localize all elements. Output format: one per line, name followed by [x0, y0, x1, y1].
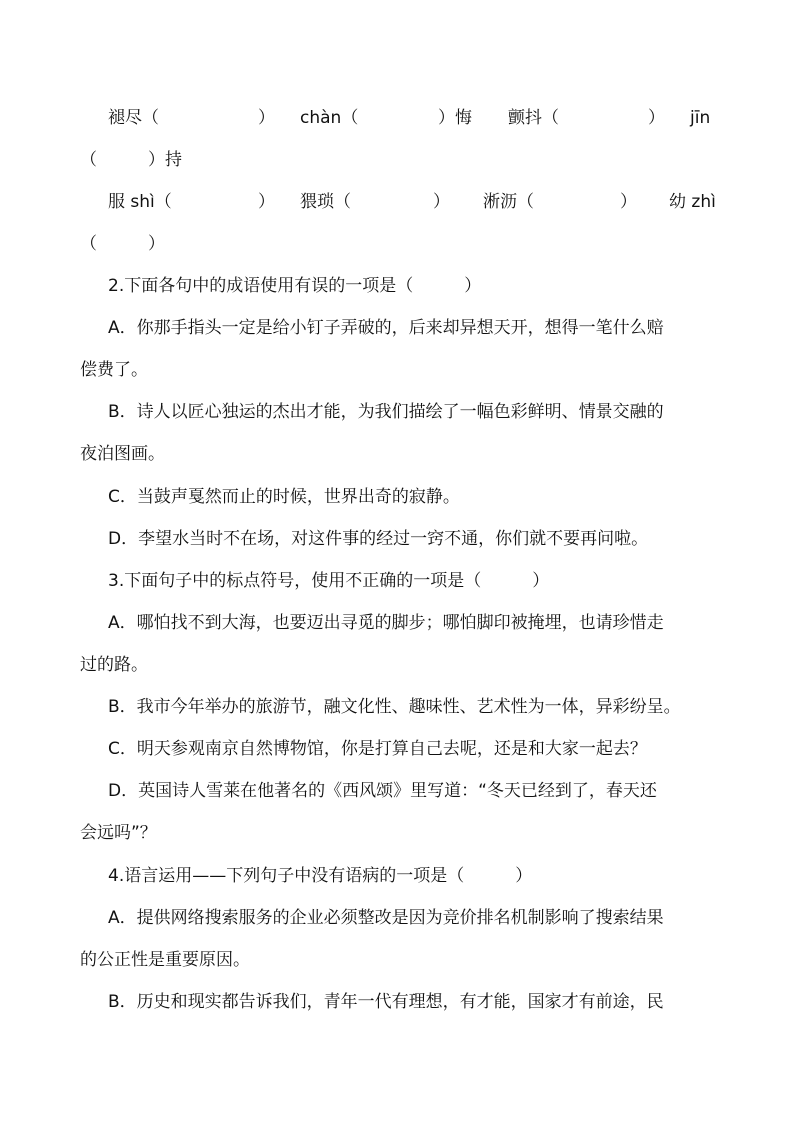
pinyin-item: jīn: [690, 108, 711, 128]
pinyin-item: ）: [258, 192, 275, 212]
option-a-line-1: A．提供网络搜索服务的企业必须整改是因为竞价排名机制影响了搜索结果: [108, 908, 664, 928]
option-a-line-1: A．你那手指头一定是给小钉子弄破的，后来却异想天开，想得一笔什么赔: [108, 318, 664, 338]
option-c: C．当鼓声戛然而止的时候，世界出奇的寂静。: [108, 487, 460, 507]
pinyin-row-2-continuation: （ ）: [80, 234, 165, 254]
option-d-line-2: 会远吗”？: [80, 823, 157, 843]
option-d-line-1: D．英国诗人雪莱在他著名的《西风颂》里写道：“冬天已经到了，春天还: [108, 781, 657, 801]
pinyin-item: 颤抖（: [508, 108, 559, 128]
pinyin-item: 褪尽（: [108, 108, 159, 128]
option-a-line-2: 的公正性是重要原因。: [80, 950, 250, 970]
option-a-line-2: 过的路。: [80, 655, 148, 675]
pinyin-item: ）: [433, 192, 450, 212]
option-b-line-2: 夜泊图画。: [80, 444, 165, 464]
question-4-stem: 4.语言运用——下列句子中没有语病的一项是（ ）: [108, 866, 533, 886]
pinyin-item: ）: [648, 108, 665, 128]
option-a-line-1: A．哪怕找不到大海，也要迈出寻觅的脚步；哪怕脚印被掩埋，也请珍惜走: [108, 613, 664, 633]
option-b-line-1: B．历史和现实都告诉我们，青年一代有理想，有才能，国家才有前途，民: [108, 992, 664, 1012]
option-b-line-1: B．诗人以匠心独运的杰出才能，为我们描绘了一幅色彩鲜明、情景交融的: [108, 402, 664, 422]
question-3-stem: 3.下面句子中的标点符号，使用不正确的一项是（ ）: [108, 571, 550, 591]
pinyin-item: 幼 zhì: [669, 192, 716, 212]
pinyin-item: chàn（: [300, 108, 359, 128]
pinyin-item: 服 shì（: [108, 192, 172, 212]
pinyin-item: 猥琐（: [300, 192, 351, 212]
pinyin-item: ）悔: [438, 108, 472, 128]
option-d: D．李望水当时不在场，对这件事的经过一窍不通，你们就不要再问啦。: [108, 529, 649, 549]
pinyin-item: ）: [258, 108, 275, 128]
pinyin-item: ）: [620, 192, 637, 212]
option-a-line-2: 偿费了。: [80, 360, 148, 380]
pinyin-item: 淅沥（: [483, 192, 534, 212]
pinyin-row-1-continuation: （ ）持: [80, 150, 182, 170]
question-2-stem: 2.下面各句中的成语使用有误的一项是（ ）: [108, 276, 482, 296]
option-c: C．明天参观南京自然博物馆，你是打算自己去呢，还是和大家一起去？: [108, 739, 647, 759]
option-b: B．我市今年举办的旅游节，融文化性、趣味性、艺术性为一体，异彩纷呈。: [108, 697, 681, 717]
